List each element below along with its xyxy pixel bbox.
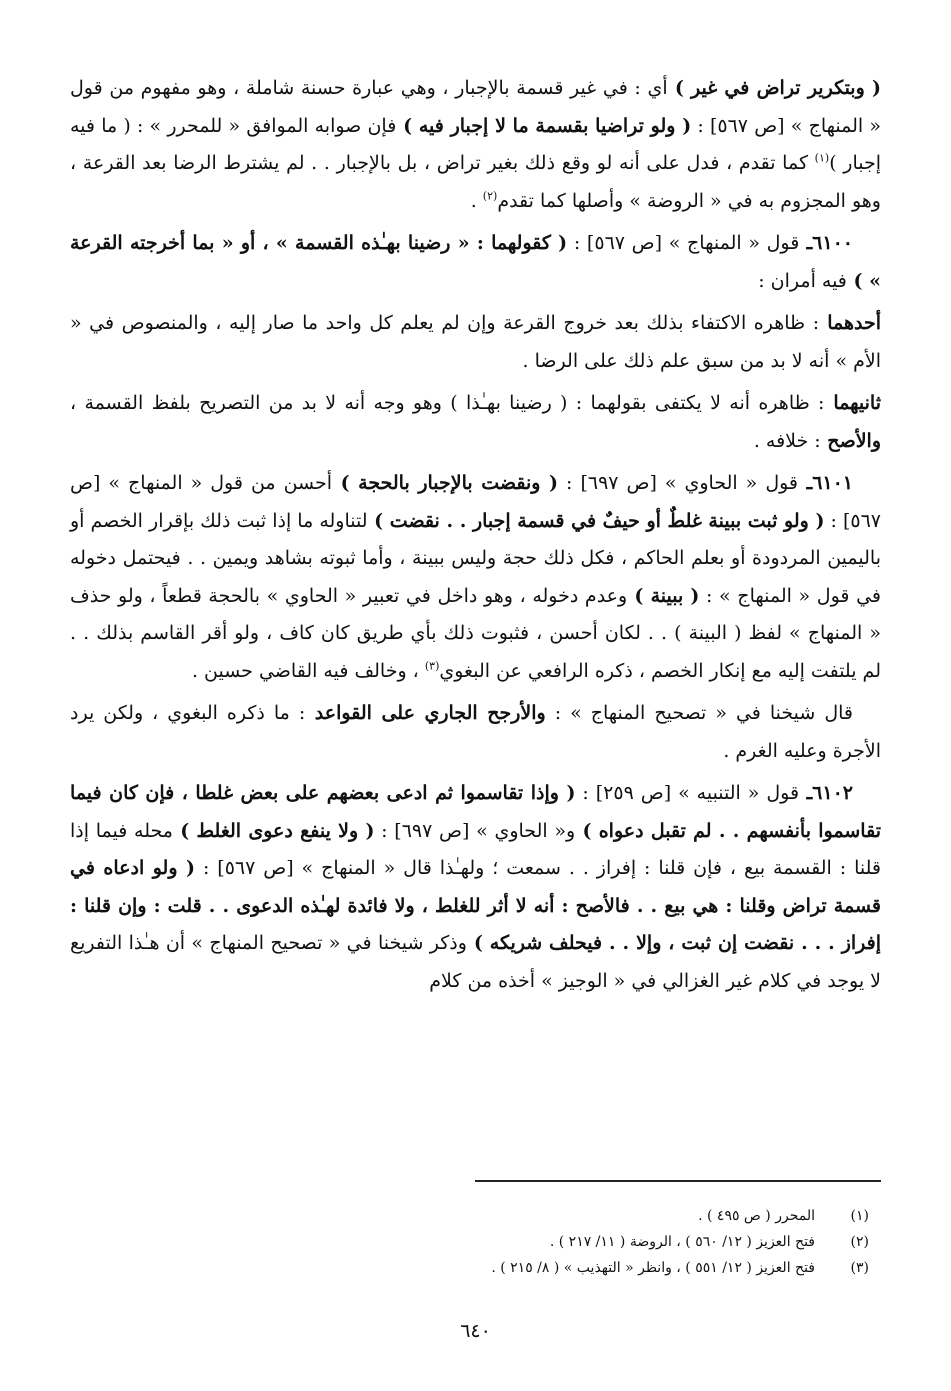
- footnotes: [109, 1203, 869, 1281]
- footnote-number: (٣): [850, 1260, 869, 1276]
- text-run: وذكر شيخنا في « تصحيح المنهاج » أن هـٰذا التفريع لا يوجد في كلام غير الغزالي في « الوجيز » أخذه من كلام: [70, 932, 881, 992]
- bold-text: ٦١٠٢ـ: [799, 782, 853, 804]
- footnote-text: المحرر ( ص ٤٩٥ ) .: [698, 1208, 815, 1224]
- text-run: قول « الحاوي » [ص ٦٩٧] :: [558, 472, 799, 494]
- bold-text: ( ولا ينفع دعوى الغلط ): [172, 819, 375, 842]
- paragraph: [70, 695, 881, 770]
- footnote-number: (١): [850, 1208, 869, 1224]
- paragraph: [70, 775, 881, 1000]
- bold-text: ( ونقضت بالإجبار بالحجة ): [332, 472, 559, 494]
- text-run: ، وخالف فيه القاضي حسين .: [191, 659, 425, 682]
- paragraph: [70, 70, 881, 220]
- footnote-ref: (٢): [482, 189, 498, 203]
- footnote-separator: [475, 1180, 881, 1182]
- footnote-item: [109, 1255, 869, 1281]
- bold-text: والأصح: [820, 429, 881, 452]
- footnote-text: فتح العزيز ( ١٢/ ٥٥١ ) ، وانظر « التهذيب » ( ٨/ ٢١٥ ) .: [491, 1260, 815, 1276]
- bold-text: ( ببينة ): [627, 584, 700, 607]
- text-run: فيه أمران :: [758, 269, 847, 292]
- bold-text: ٦١٠٠ـ: [799, 232, 853, 254]
- footnote-item: [109, 1203, 869, 1229]
- bold-text: أحدهما: [819, 312, 882, 334]
- bold-text: ( كقولهما : « رضينا بهـٰذه القسمة » ، أو « بما أخرجته القرعة » ): [70, 232, 881, 292]
- text-run: قال شيخنا في « تصحيح المنهاج » :: [545, 702, 853, 724]
- text-run: و« الحاوي » [ص ٦٩٧] :: [374, 819, 576, 842]
- main-text: [70, 70, 881, 1005]
- text-run: : ما ذكره البغوي ، ولكن يرد الأجرة وعليه الغرم .: [70, 702, 881, 762]
- footnote-ref: (١): [814, 151, 830, 165]
- text-run: كما تقدم ، فدل على أنه لو وقع ذلك بغير تراض ، بل بالإجبار . . لم يشترط الرضا بعد القرعة ، وهو المجزوم به في « الروضة » وأصلها كما تقدم: [70, 152, 881, 212]
- bold-text: ثانيهما: [824, 392, 881, 414]
- footnote-item: [109, 1229, 869, 1255]
- text-run: فإن صوابه الموافق « للمحرر » : ( ما فيه إجبار ): [70, 114, 881, 174]
- bold-text: ( ولو ادعاه في قسمة تراض وقلنا : هي بيع . . فالأصح : أنه لا أثر للغلط ، ولا فائدة لهـٰذه الدعوى . . قلت : وإن قلنا : إفراز . . . نقضت إن ثبت ، وإلا . . فيحلف شريكه ): [70, 857, 882, 954]
- paragraph: [70, 385, 881, 460]
- text-run: : خلافه .: [753, 429, 821, 452]
- bold-text: والأرجح الجاري على القواعد: [305, 702, 546, 724]
- text-run: : ظاهره أنه لا يكتفى بقولهما : ( رضينا بهـٰذا ) وهو وجه أنه لا بد من التصريح بلفظ القسمة ،: [70, 392, 825, 414]
- bold-text: ( ولو ثبت ببينة غلطٌ أو حيفٌ في قسمة إجبار . . نقضت ): [367, 509, 825, 532]
- text-run: لتناوله ما إذا ثبت ذلك بإقرار الخصم أو باليمين المردودة أو بعلم الحاكم ، فكل ذلك حجة وليس ببينة ، وأما ثبوته بشاهد ويمين . . فيحتمل دخوله في قول « المنهاج » :: [70, 509, 881, 607]
- text-run: أحسن من قول « المنهاج » [ص ٥٦٧] :: [70, 472, 882, 532]
- text-run: وعدم دخوله ، وهو داخل في تعبير « الحاوي » بالحجة قطعاً ، ولو حذف « المنهاج » لفظ ( البينة ) . . لكان أحسن ، فثبوت ذلك بأي طريق كان كاف ، ولو أقر القاسم بذلك . . لم يلتفت إليه مع إنكار الخصم ، ذكره الرافعي عن البغوي: [70, 584, 881, 682]
- text-run: قول « التنبيه » [ص ٢٥٩] :: [575, 782, 800, 804]
- text-run: .: [470, 189, 483, 212]
- text-run: : ظاهره الاكتفاء بذلك بعد خروج القرعة وإن لم يعلم كل واحد ما صار إليه ، والمنصوص في « الأم » أنه لا بد من سبق علم ذلك على الرضا .: [70, 312, 881, 372]
- text-run: أي : في غير قسمة بالإجبار ، وهي عبارة حسنة شاملة ، وهو مفهوم من قول « المنهاج » [ص ٥٦٧] :: [70, 77, 881, 137]
- paragraph: [70, 465, 881, 690]
- text-run: قول « المنهاج » [ص ٥٦٧] :: [567, 232, 800, 254]
- bold-text: ٦١٠١ـ: [798, 472, 854, 494]
- bold-text: ( ولو تراضيا بقسمة ما لا إجبار فيه ): [396, 114, 692, 137]
- bold-text: ( وبتكرير تراض في غير ): [667, 77, 881, 99]
- text-run: محله فيما إذا قلنا : القسمة بيع ، فإن قلنا : إفراز . . سمعت ؛ ولهـٰذا قال « المنهاج » [ص ٥٦٧] :: [70, 819, 881, 879]
- paragraph: [70, 305, 881, 380]
- bold-text: ( وإذا تقاسموا ثم ادعى بعضهم على بعض غلطا ، فإن كان فيما تقاسموا بأنفسهم . . لم تقبل دعواه ): [70, 782, 881, 842]
- paragraph: [70, 225, 881, 300]
- footnote-ref: (٣): [424, 659, 440, 673]
- footnote-number: (٢): [850, 1234, 869, 1250]
- page-number: ٦٤٠: [460, 1320, 491, 1342]
- footnote-text: فتح العزيز ( ١٢/ ٥٦٠ ) ، الروضة ( ١١/ ٢١٧ ) .: [549, 1234, 815, 1250]
